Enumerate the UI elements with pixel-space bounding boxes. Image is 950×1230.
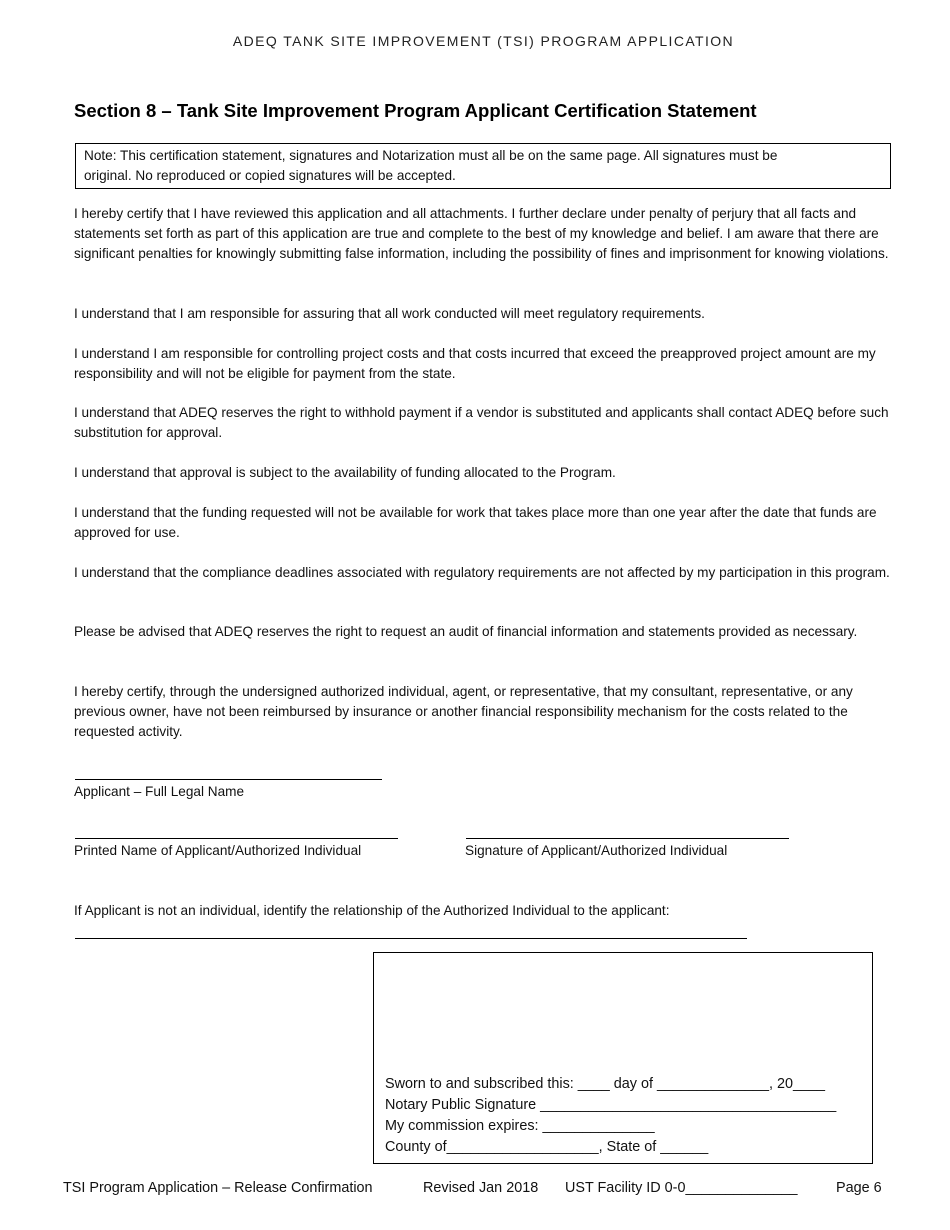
certification-paragraph: I understand I am responsible for controlling project costs and that costs incurred that exceed the preapproved project amount are my responsibility and will not be eligible for payment from the state. [74,346,876,381]
printed-name-line[interactable] [75,838,398,839]
certification-paragraph: I understand that I am responsible for assuring that all work conducted will meet regulatory requirements. [74,306,705,321]
applicant-legal-name-line[interactable] [75,779,382,780]
certification-paragraph: I understand that approval is subject to the availability of funding allocated to the Program. [74,465,616,480]
notary-county-state-line[interactable]: County of___________________, State of ______ [385,1139,709,1155]
notary-commission-line[interactable]: My commission expires: ______________ [385,1118,655,1134]
certification-paragraph: I hereby certify that I have reviewed this application and all attachments. I further declare under penalty of perjury that all facts and statements set forth as part of this application are true and complete to the best of my knowledge and belief. I am aware that there are significant penalties for knowingly submitting false information, including the possibility of fines and imprisonment for knowing violations. [74,206,889,261]
signature-label: Signature of Applicant/Authorized Individual [465,843,728,858]
relationship-prompt: If Applicant is not an individual, identify the relationship of the Authorized Individual to the applicant: [74,903,670,918]
relationship-line[interactable] [75,938,747,939]
certification-paragraph: I understand that the compliance deadlines associated with regulatory requirements are not affected by my participation in this program. [74,565,890,580]
printed-name-label: Printed Name of Applicant/Authorized Individual [74,843,362,858]
certification-paragraph: I understand that the funding requested will not be available for work that takes place more than one year after the date that funds are approved for use. [74,505,877,540]
note-line-2: original. No reproduced or copied signatures will be accepted. [84,168,456,183]
footer-revised: Revised Jan 2018 [423,1180,539,1196]
notary-box [373,952,873,1164]
certification-paragraph: Please be advised that ADEQ reserves the right to request an audit of financial information and statements provided as necessary. [74,624,858,639]
document-header: ADEQ TANK SITE IMPROVEMENT (TSI) PROGRAM APPLICATION [232,33,735,49]
applicant-legal-name-label: Applicant – Full Legal Name [74,784,245,799]
signature-line[interactable] [466,838,789,839]
note-line-1: Note: This certification statement, signatures and Notarization must all be on the same page. All signatures must be [84,148,778,163]
footer-doc-name: TSI Program Application – Release Confirmation [63,1180,373,1196]
note-box [75,143,891,189]
section-title: Section 8 – Tank Site Improvement Program Applicant Certification Statement [74,100,757,121]
certification-paragraph: I hereby certify, through the undersigned authorized individual, agent, or representative, that my consultant, representative, or any previous owner, have not been reimbursed by insurance or another financial responsibility mechanism for the costs related to the requested activity. [74,684,853,739]
footer-page-number: Page 6 [836,1180,882,1196]
notary-signature-line[interactable]: Notary Public Signature _____________________________________ [385,1097,837,1113]
footer-facility-id: UST Facility ID 0-0______________ [565,1180,798,1196]
certification-paragraph: I understand that ADEQ reserves the right to withhold payment if a vendor is substituted and applicants shall contact ADEQ before such substitution for approval. [74,405,889,440]
notary-sworn-line[interactable]: Sworn to and subscribed this: ____ day of ______________, 20____ [385,1076,826,1092]
